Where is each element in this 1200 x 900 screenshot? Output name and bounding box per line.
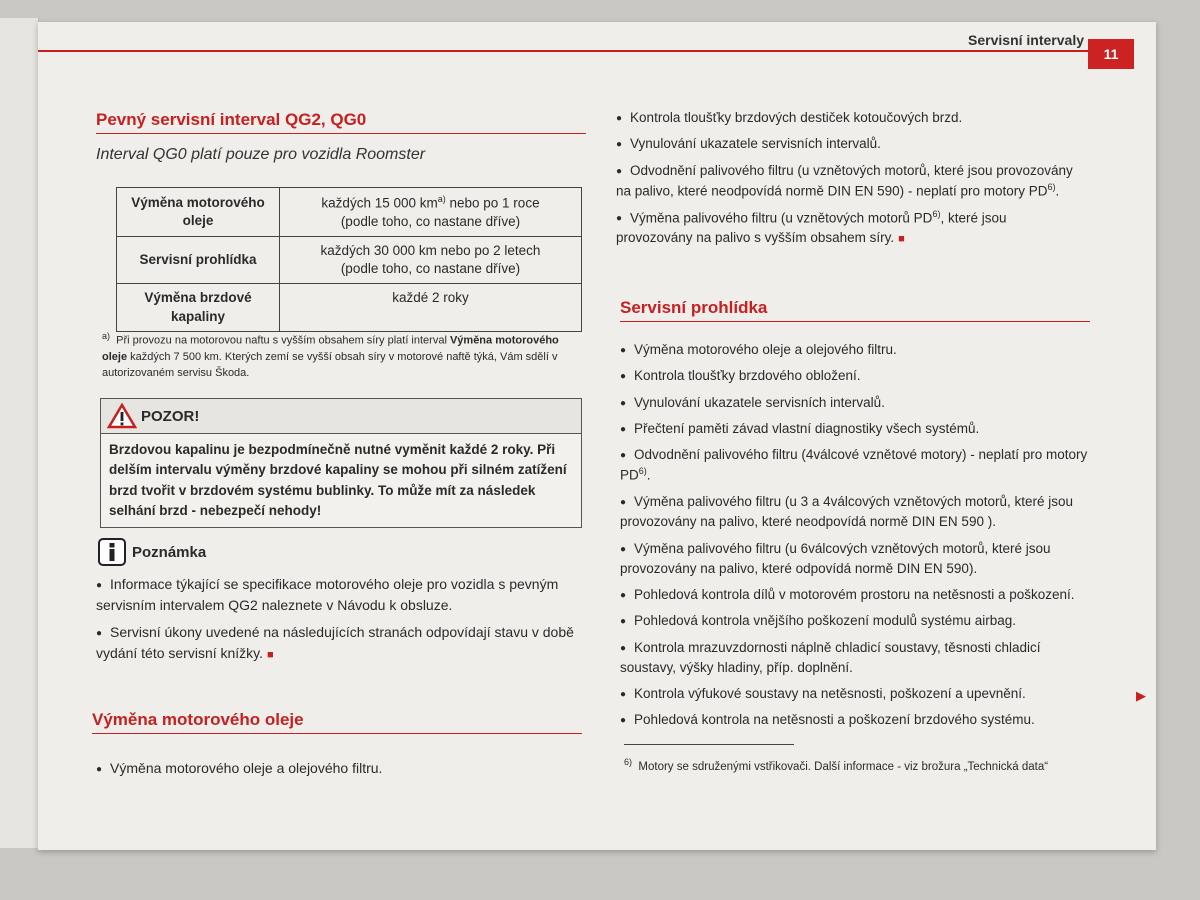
table-value: každých 15 000 $km^{a)}$ nebo po 1 roce (podle toho, co nastane dříve) [280, 188, 582, 237]
header-title: Servisní intervaly [968, 32, 1084, 48]
warning-header [101, 399, 581, 434]
previous-page-edge [0, 18, 39, 848]
list-item: ● Vynulování ukazatele servisních intervalů. [620, 393, 1090, 413]
list-item: ● Servisní úkony uvedené na následujících stranách odpovídají stavu v době vydání této servisní knížky. ■ [96, 622, 586, 664]
table-footnote: $^{a)}$ Při provozu na motorovou naftu s vyšším obsahem síry platí interval Výměna motorového oleje každých 7 500 km. Kterých zemí se vyšší obsah síry v motorové naftě týká, Vám sdělí v autorizovaném servisu Škoda. [102, 331, 559, 379]
warning-text: Brzdovou kapalinu je bezpodmínečně nutné vyměnit každé 2 roky. Při delším intervalu výměny brzdové kapaliny se mohou při silném zatížení brzd tvořit v brzdovém systému bublinky. To může mít za následek selhání brzd - nebezpečí nehody! [109, 442, 567, 518]
list-item: ● Pohledová kontrola na netěsnosti a poškození brzdového systému. [620, 710, 1090, 730]
warning-triangle-icon [107, 403, 137, 429]
table-value: každé 2 roky [280, 284, 582, 331]
table-key: Servisní prohlídka [117, 236, 280, 283]
inspection-list [620, 340, 1090, 737]
note-list [96, 574, 586, 670]
list-item: ● Výměna palivového filtru (u 3 a 4válcových vznětových motorů, které jsou provozovány na palivo, které neodpovídá normě DIN EN 590 ). [620, 492, 1090, 533]
list-item: ● Kontrola výfukové soustavy na netěsnosti, poškození a upevnění. [620, 684, 1090, 704]
list-item: ● Vynulování ukazatele servisních intervalů. [616, 134, 1086, 154]
footnote-rule [624, 744, 794, 745]
table-key: Výměna brzdové kapaliny [117, 284, 280, 331]
list-item: ● Kontrola mrazuvzdornosti náplně chladicí soustavy, těsnosti chladicí soustavy, výšky hladiny, příp. doplnění. [620, 638, 1090, 679]
section-title-oil-change: Výměna motorového oleje [92, 710, 582, 734]
oil-change-list [96, 758, 586, 785]
note-title: Poznámka [132, 543, 207, 561]
list-item: ● Přečtení paměti závad vlastní diagnostiky všech systémů. [620, 419, 1090, 439]
list-item: ● Odvodnění palivového filtru (u vznětových motorů, které jsou provozovány na palivo, které neodpovídá normě DIN EN 590) - neplatí pro motory PD$^{6)}$. [616, 161, 1086, 202]
continued-list [616, 108, 1086, 255]
section-subtitle: Interval QG0 platí pouze pro vozidla Roomster [96, 146, 426, 163]
table-key: Výměna motorového oleje [117, 188, 280, 237]
info-icon [98, 538, 126, 566]
warning-title: POZOR! [141, 407, 200, 425]
list-item: ● Kontrola tloušťky brzdových destiček kotoučových brzd. [616, 108, 1086, 128]
page-footnote: $^{6)}$ Motory se sdruženými vstřikovači. Další informace - viz brožura „Technická data“ [624, 757, 1049, 773]
warning-box [100, 398, 582, 528]
list-item: ● Výměna motorového oleje a olejového filtru. [620, 340, 1090, 360]
continue-arrow-icon: ▶ [1136, 688, 1146, 703]
page-number: 11 [1088, 39, 1134, 69]
section-title-service-inspection: Servisní prohlídka [620, 298, 1090, 322]
end-marker-icon: ■ [898, 233, 905, 246]
list-item: ● Kontrola tloušťky brzdového obložení. [620, 366, 1090, 386]
header-rule [38, 50, 1118, 52]
list-item: ● Výměna palivového filtru (u vznětových motorů PD$^{6)}$, které jsou provozovány na palivo s vyšším obsahem síry. ■ [616, 208, 1086, 249]
manual-page [38, 22, 1156, 850]
list-item: ● Pohledová kontrola vnějšího poškození modulů systému airbag. [620, 611, 1090, 631]
end-marker-icon: ■ [267, 649, 274, 661]
list-item: ● Pohledová kontrola dílů v motorovém prostoru na netěsnosti a poškození. [620, 585, 1090, 605]
note-header [98, 538, 206, 566]
table-row [117, 284, 582, 331]
table-value: každých 30 000 km nebo po 2 letech (podle toho, co nastane dříve) [280, 236, 582, 283]
list-item: ● Informace týkající se specifikace motorového oleje pro vozidla s pevným servisním intervalem QG2 naleznete v Návodu k obsluze. [96, 574, 586, 616]
interval-table [116, 187, 582, 332]
table-row [117, 188, 582, 237]
table-row [117, 236, 582, 283]
section-title-fixed-interval: Pevný servisní interval QG2, QG0 [96, 110, 586, 134]
list-item: ● Odvodnění palivového filtru (4válcové vznětové motory) - neplatí pro motory PD$^{6)}$. [620, 445, 1090, 486]
list-item: ● Výměna palivového filtru (u 6válcových vznětových motorů, které jsou provozovány na palivo, které odpovídá normě DIN EN 590). [620, 539, 1090, 580]
list-item: ● Výměna motorového oleje a olejového filtru. [96, 758, 586, 779]
